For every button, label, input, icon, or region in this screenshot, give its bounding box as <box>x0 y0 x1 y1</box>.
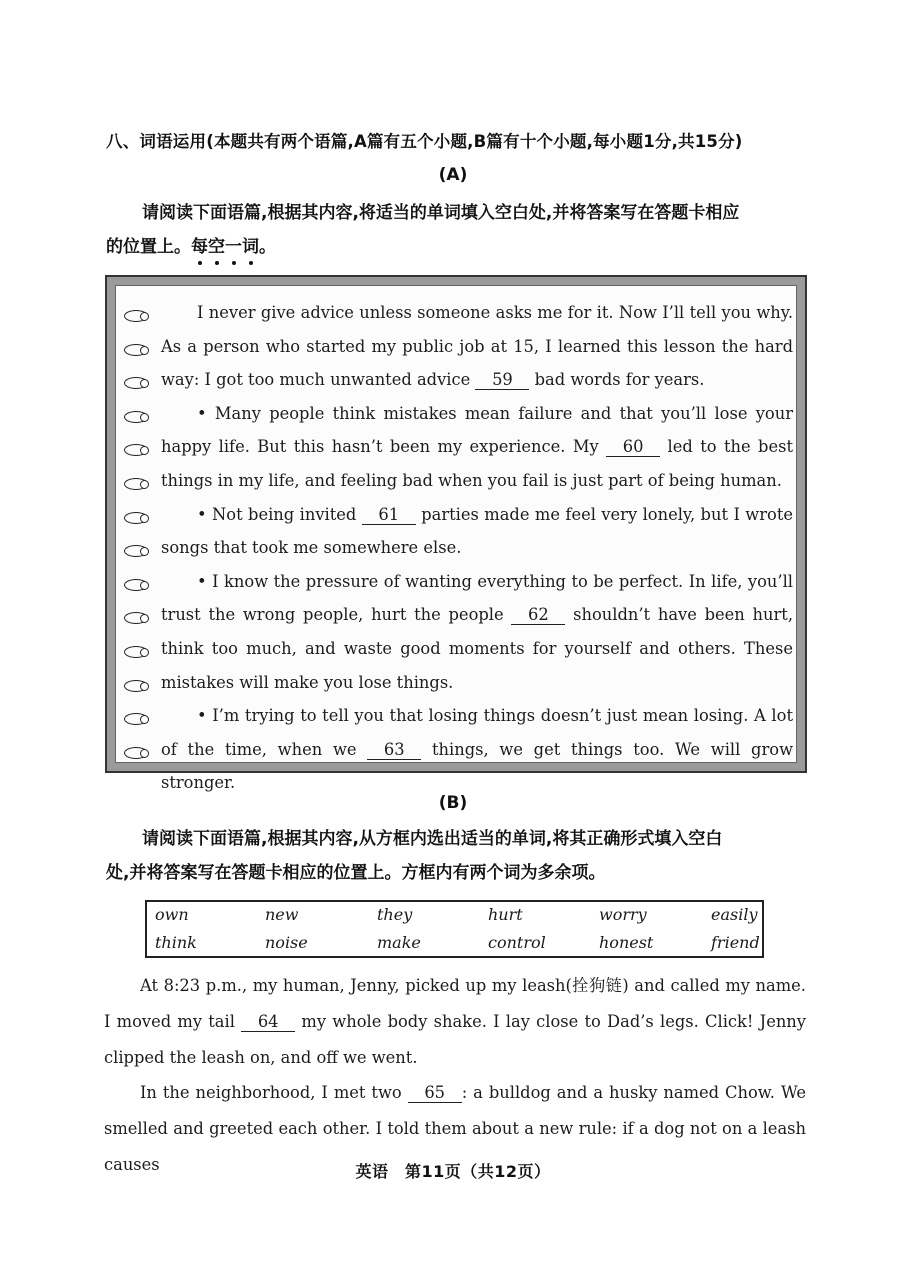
binder-ring-icon <box>122 707 158 741</box>
binder-ring-icon <box>122 741 158 775</box>
emphasis-char: 一 <box>225 237 242 257</box>
word-box-row-2 <box>155 930 760 958</box>
binder-ring-icon <box>122 640 158 674</box>
word-option: noise <box>265 933 308 952</box>
word-option: hurt <box>488 905 523 924</box>
word-choice-box <box>145 900 764 958</box>
page-footer: 英语 第11页（共12页） <box>355 1162 551 1181</box>
word-option: own <box>155 905 189 924</box>
answer-blank-63[interactable]: 63 <box>367 741 421 760</box>
emphasis-char: 词 <box>242 237 259 257</box>
emphasis-char: 空 <box>208 237 225 257</box>
answer-blank-64[interactable]: 64 <box>241 1013 295 1032</box>
binder-ring-icon <box>122 573 158 607</box>
binder-ring-icon <box>122 472 158 506</box>
binder-ring-icon <box>122 506 158 540</box>
passage-b-paragraph-2: In the neighborhood, I met two 65 : a bulldog and a husky named Chow. We smelled and greeted each other. I told them about a new rule: if a dog not on a leash causes <box>104 1083 806 1174</box>
word-option: friend <box>711 933 760 952</box>
answer-blank-65[interactable]: 65 <box>408 1084 462 1103</box>
word-box-row-1 <box>155 902 758 930</box>
notebook-paper <box>115 285 797 793</box>
part-b-label: (B) <box>438 793 468 813</box>
part-a-instruction-line2: 的位置上。每 空 一 词 。 <box>106 230 806 264</box>
passage-a-text <box>161 296 793 800</box>
passage-b-text <box>104 968 806 1183</box>
passage-a-paragraph-2: • Many people think mistakes mean failure and that you’ll lose your happy life. But this hasn’t been my experience. My 60 led to the best things in my life, and feeling bad when you fail is just part of being human. <box>161 403 793 490</box>
answer-blank-60[interactable]: 60 <box>606 438 660 457</box>
binder-ring-icon <box>122 674 158 708</box>
instruction-line2-start: 的位置上。 <box>106 237 191 257</box>
passage-a-paragraph-4: • I know the pressure of wanting everything to be perfect. In life, you’ll trust the wrong people, hurt the people 62 shouldn’t have been hurt, think too much, and waste good moments for yourself and others. These mistakes will make you lose things. <box>161 571 793 692</box>
word-option: they <box>377 905 413 924</box>
binder-ring-icon <box>122 539 158 573</box>
passage-a-notebook-frame <box>105 275 807 793</box>
word-option: think <box>155 933 197 952</box>
section-heading: 八、词语运用(本题共有两个语篇,A篇有五个小题,B篇有十个小题,每小题1分,共15分) <box>106 132 743 151</box>
part-b-instruction-line1: 请阅读下面语篇,根据其内容,从方框内选出适当的单词,将其正确形式填入空白 <box>142 829 723 849</box>
word-option: new <box>265 905 299 924</box>
word-option: control <box>488 933 546 952</box>
emphasis-char: 每 <box>191 237 208 257</box>
answer-blank-62[interactable]: 62 <box>511 606 565 625</box>
word-option: easily <box>711 905 758 924</box>
part-a-instruction <box>106 196 806 264</box>
binder-ring-icon <box>122 438 158 472</box>
part-b-instruction-line2: 处,并将答案写在答题卡相应的位置上。方框内有两个词为多余项。 <box>106 863 606 883</box>
part-b-instruction <box>106 822 806 890</box>
binder-ring-icon <box>122 304 158 338</box>
passage-a-paragraph-3: • Not being invited 61 parties made me feel very lonely, but I wrote songs that took me somewhere else. <box>161 504 793 558</box>
answer-blank-59[interactable]: 59 <box>475 371 529 390</box>
answer-blank-61[interactable]: 61 <box>362 506 416 525</box>
passage-b-paragraph-1: At 8:23 p.m., my human, Jenny, picked up my leash(拴狗链) and called my name. I moved my tail 64 my whole body shake. I lay close to Dad’s legs. Click! Jenny clipped the leash on, and off we went. <box>104 976 806 1067</box>
binder-ring-icon <box>122 371 158 405</box>
binder-ring-icon <box>122 338 158 372</box>
passage-a-paragraph-5: • I’m trying to tell you that losing things doesn’t just mean losing. A lot of the time, when we 63 things, we get things too. We will grow stronger. <box>161 706 793 793</box>
word-option: make <box>377 933 421 952</box>
part-a-instruction-line1: 请阅读下面语篇,根据其内容,将适当的单词填入空白处,并将答案写在答题卡相应 <box>142 203 740 223</box>
binder-ring-icon <box>122 405 158 439</box>
passage-a-paragraph-1: I never give advice unless someone asks me for it. Now I’ll tell you why. As a person who started my public job at 15, I learned this lesson the hard way: I got too much unwanted advice 59 bad words for years. <box>161 303 793 390</box>
word-option: worry <box>599 905 647 924</box>
binder-rings <box>122 304 158 774</box>
binder-ring-icon <box>122 606 158 640</box>
part-a-label: (A) <box>438 165 468 185</box>
word-option: honest <box>599 933 654 952</box>
